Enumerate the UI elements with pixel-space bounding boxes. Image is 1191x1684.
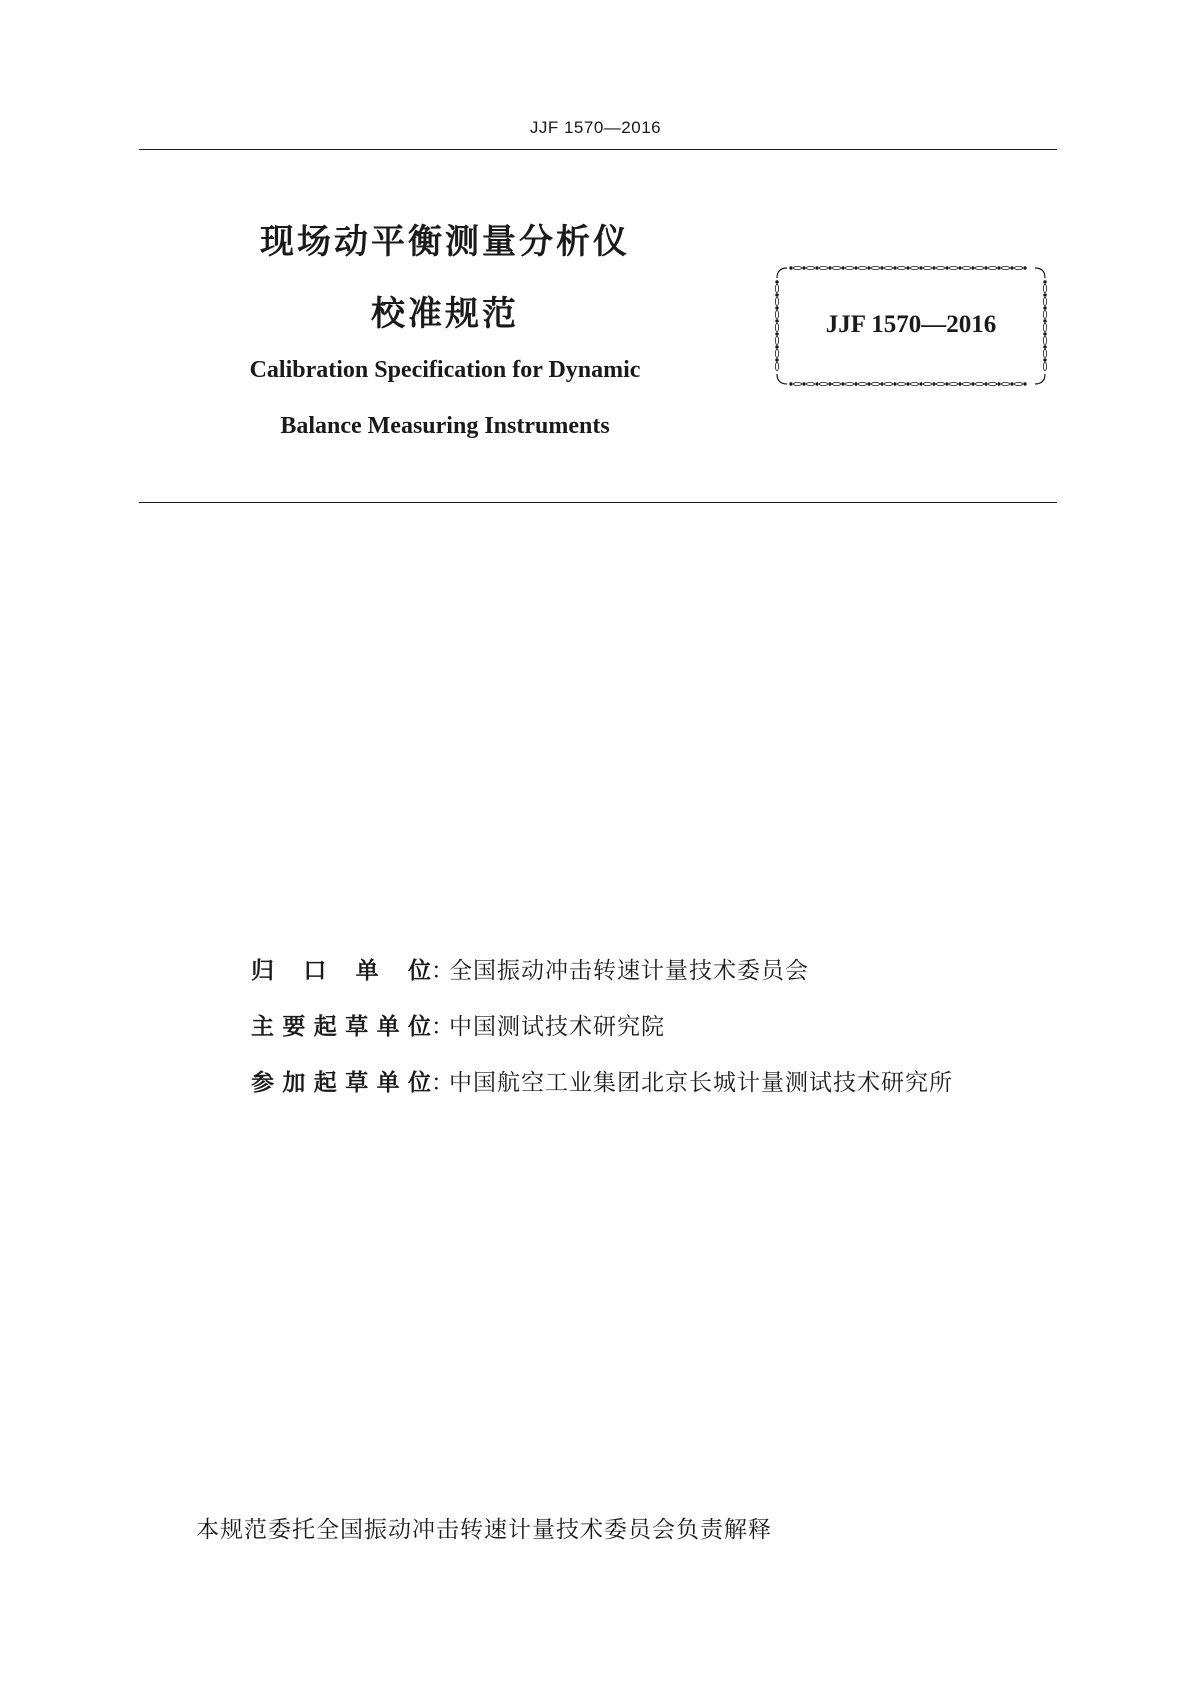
standard-code: JJF 1570—2016 (825, 311, 997, 338)
org-colon: ： (431, 1069, 454, 1096)
org-value: 全国振动冲击转速计量技术委员会 (449, 957, 809, 984)
org-row-responsible (251, 940, 1071, 996)
title-english-line2: Balance Measuring Instruments (280, 413, 610, 439)
org-colon: ： (431, 957, 454, 984)
org-colon: ： (431, 1013, 454, 1040)
org-row-participating-drafter (251, 1052, 1071, 1108)
running-header-code: JJF 1570—2016 (529, 118, 662, 137)
org-label: 主要起草单位 (251, 1013, 431, 1040)
drafting-organizations (251, 940, 1071, 1108)
title-chinese-line1: 现场动平衡测量分析仪 (260, 222, 630, 262)
section-rule (139, 502, 1057, 503)
interpretation-note: 本规范委托全国振动冲击转速计量技术委员会负责解释 (196, 1517, 772, 1543)
org-value: 中国测试技术研究院 (449, 1013, 665, 1040)
org-row-main-drafter (251, 996, 1071, 1052)
org-label: 归口单位 (251, 957, 431, 984)
org-label: 参加起草单位 (251, 1069, 431, 1096)
title-chinese-line2: 校准规范 (371, 294, 519, 334)
title-english-line1: Calibration Specification for Dynamic (249, 357, 641, 383)
standard-code-box (772, 263, 1050, 389)
org-value: 中国航空工业集团北京长城计量测试技术研究所 (449, 1069, 953, 1096)
header-rule (139, 149, 1057, 150)
